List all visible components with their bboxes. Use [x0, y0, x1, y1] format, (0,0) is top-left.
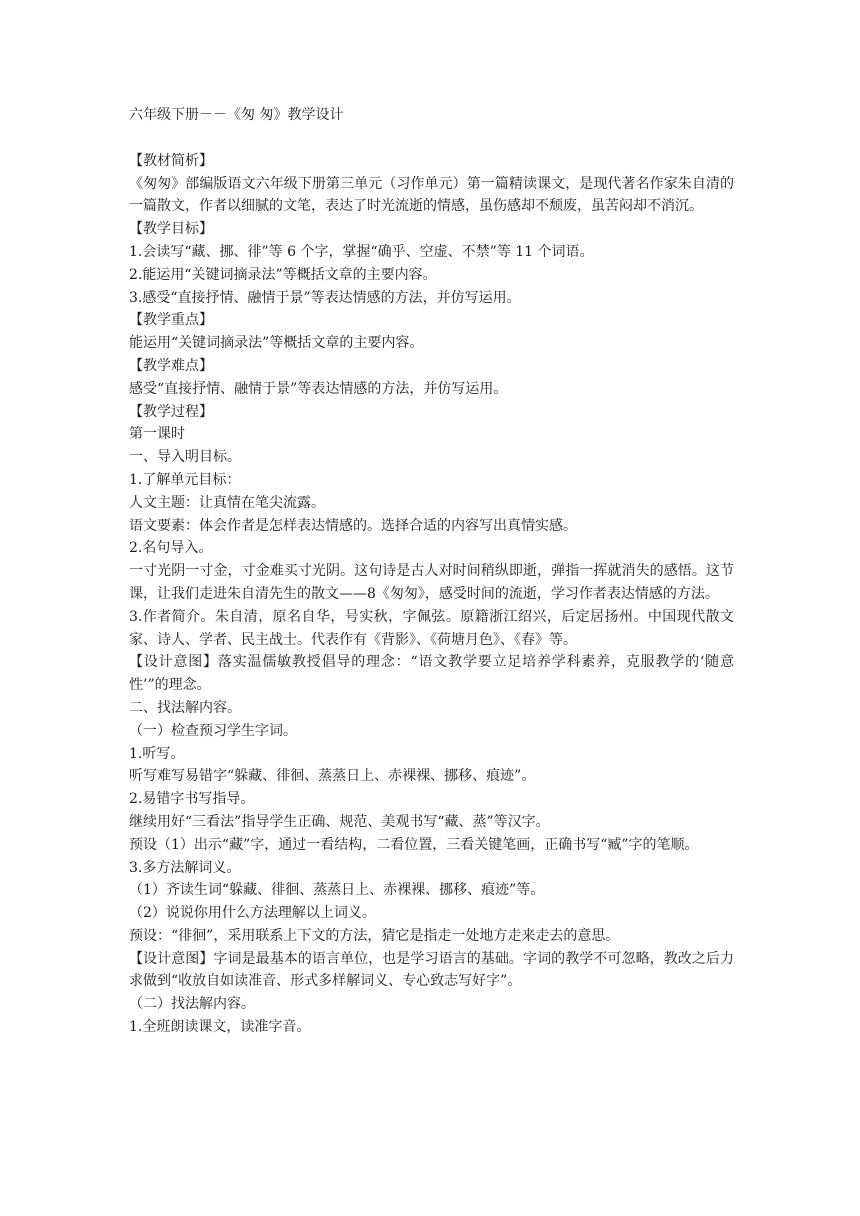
- text-line: 听写难写易错字“躲藏、徘徊、蒸蒸日上、赤裸裸、挪移、痕迹”。: [129, 768, 536, 785]
- text-line: 继续用好“三看法”指导学生正确、规范、美观书写“藏、蒸”等汉字。: [129, 813, 550, 830]
- text-line: 能运用“关键词摘录法”等概括文章的主要内容。: [129, 335, 424, 352]
- text-line: 1.了解单元目标：: [129, 471, 241, 488]
- text-line: 【教材简析】: [129, 152, 213, 169]
- text-line: 第一课时: [129, 426, 185, 443]
- paragraph: 预设（1）出示“藏”字，通过一看结构，二看位置，三看关键笔画，正确书写“臧”字的笔顺。: [129, 836, 699, 853]
- text-line: 感受“直接抒情、融情于景”等表达情感的方法，并仿写运用。: [129, 380, 508, 397]
- text-line: 2.易错字书写指导。: [129, 791, 255, 808]
- text-line: （二）找法解内容。: [129, 996, 255, 1013]
- text-line: 2.名句导入。: [129, 540, 213, 557]
- text-line: 3.感受“直接抒情、融情于景”等表达情感的方法，并仿写运用。: [129, 289, 521, 306]
- text-line: 【教学过程】: [129, 403, 213, 420]
- text-line: （2）说说你用什么方法理解以上词义。: [129, 905, 376, 922]
- text-line: 3.多方法解词义。: [129, 859, 241, 876]
- text-line: 一、导入明目标。: [129, 449, 241, 466]
- paragraph: 《匆匆》部编版语文六年级下册第三单元（习作单元）第一篇精读课文，是现代著名作家朱自清的一篇散文，作者以细腻的文笔，表达了时光流逝的情感，虽伤感却不颓废，虽苦闷却不消沉。: [129, 175, 734, 215]
- text-line: 二、找法解内容。: [129, 699, 241, 716]
- paragraph: 【设计意图】落实温儒敏教授倡导的理念：“语文教学要立足培养学科素养，克服教学的‘随意性’”的理念。: [129, 654, 734, 694]
- text-line: 语文要素：体会作者是怎样表达情感的。选择合适的内容写出真情实感。: [129, 517, 577, 534]
- text-line: 人文主题：让真情在笔尖流露。: [129, 494, 325, 511]
- text-line: 1.听写。: [129, 745, 185, 762]
- text-line: 【教学重点】: [129, 312, 213, 329]
- text-line: 预设：“徘徊”，采用联系上下文的方法，猜它是指走一处地方走来走去的意思。: [129, 927, 620, 944]
- document-title: 六年级下册－－《匆 匆》教学设计: [129, 107, 344, 123]
- text-line: 【教学难点】: [129, 357, 213, 374]
- paragraph: 3.作者简介。朱自清，原名自华，号实秋，字佩弦。原籍浙江绍兴，后定居扬州。中国现代散文家、诗人、学者、民主战士。代表作有《背影》、《荷塘月色》、《春》等。: [129, 608, 734, 648]
- document-body: [129, 104, 734, 1039]
- text-line: 【教学目标】: [129, 221, 213, 238]
- text-line: 2.能运用“关键词摘录法”等概括文章的主要内容。: [129, 266, 437, 283]
- paragraph: 【设计意图】字词是最基本的语言单位，也是学习语言的基础。字词的教学不可忽略，教改之后力求做到“收放自如读准音、形式多样解词义、专心致志写好字”。: [129, 950, 734, 990]
- document-blocks: [129, 150, 734, 1039]
- paragraph: 一寸光阴一寸金，寸金难买寸光阴。这句诗是古人对时间稍纵即逝，弹指一挥就消失的感悟。这节课，让我们走进朱自清先生的散文——8《匆匆》，感受时间的流逝，学习作者表达情感的方法。: [129, 563, 734, 602]
- text-line: 1.全班朗读课文，读准字音。: [129, 1019, 311, 1036]
- text-line: 1.会读写“藏、挪、徘”等 6 个字，掌握“确乎、空虚、不禁”等 11 个词语。: [129, 243, 594, 260]
- text-line: （一）检查预习学生字词。: [129, 722, 297, 739]
- text-line: （1）齐读生词“躲藏、徘徊、蒸蒸日上、赤裸裸、挪移、痕迹”等。: [129, 882, 545, 899]
